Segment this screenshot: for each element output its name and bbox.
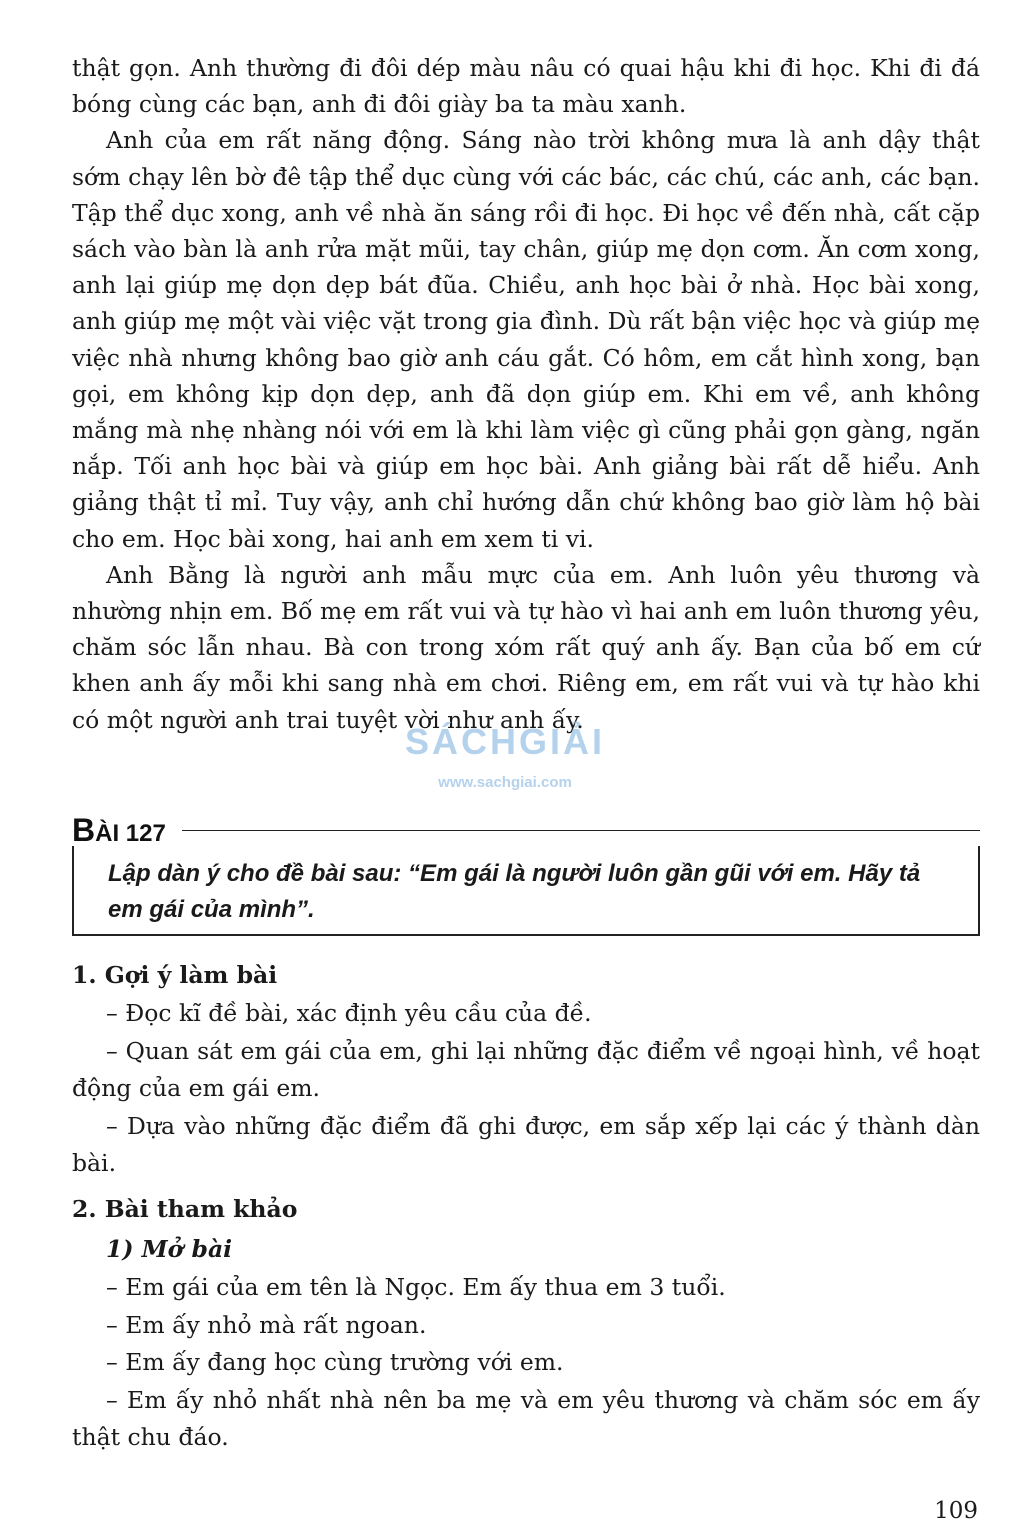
section-reference bbox=[72, 1189, 980, 1457]
paragraph: thật gọn. Anh thường đi đôi dép màu nâu có quai hậu khi đi học. Khi đi đá bóng cùng các bạn, anh đi đôi giày ba ta màu xanh. bbox=[72, 54, 980, 119]
paragraph: Anh Bằng là người anh mẫu mực của em. Anh luôn yêu thương và nhường nhịn em. Bố mẹ em rất vui và tự hào vì hai anh em luôn thương yêu, chăm sóc lẫn nhau. Bà con trong xóm rất quý anh ấy. Bạn của bố em cứ khen anh ấy mỗi khi sang nhà em chơi. Riêng em, em rất vui và tự hào khi có một người anh trai tuyệt vời như anh ấy. bbox=[72, 560, 980, 734]
lesson-title-rest: ÀI 127 bbox=[95, 820, 166, 847]
list-item: – Dựa vào những đặc điểm đã ghi được, em sắp xếp lại các ý thành dàn bài. bbox=[72, 1111, 980, 1177]
list-item: – Em gái của em tên là Ngọc. Em ấy thua em 3 tuổi. bbox=[106, 1273, 726, 1301]
section-heading: 2. Bài tham khảo bbox=[72, 1195, 298, 1223]
watermark-logo-text: SÁCHGIẢI bbox=[405, 721, 606, 762]
list-item: – Em ấy nhỏ nhất nhà nên ba mẹ và em yêu thương và chăm sóc em ấy thật chu đáo. bbox=[72, 1385, 980, 1451]
section-heading: 1. Gợi ý làm bài bbox=[72, 961, 278, 989]
task-box bbox=[72, 846, 980, 936]
watermark-url: www.sachgiai.com bbox=[438, 774, 572, 791]
section-guidance bbox=[72, 955, 980, 1183]
list-item: – Em ấy đang học cùng trường với em. bbox=[106, 1348, 564, 1376]
list-item: – Em ấy nhỏ mà rất ngoan. bbox=[106, 1310, 427, 1339]
lesson-title-initial: B bbox=[72, 812, 96, 848]
lesson-title bbox=[72, 812, 172, 849]
list-item: – Đọc kĩ đề bài, xác định yêu cầu của đề. bbox=[106, 999, 592, 1027]
lesson-divider bbox=[182, 830, 980, 831]
list-item: – Quan sát em gái của em, ghi lại những đặc điểm về ngoại hình, về hoạt động của em gái em. bbox=[72, 1036, 980, 1102]
body-text bbox=[72, 50, 980, 738]
page-number: 109 bbox=[934, 1498, 978, 1524]
watermark bbox=[405, 722, 605, 792]
paragraph: Anh của em rất năng động. Sáng nào trời không mưa là anh dậy thật sớm chạy lên bờ đê tập thể dục cùng với các bác, các chú, các anh, các bạn. Tập thể dục xong, anh về nhà ăn sáng rồi đi học. Đi học về đến nhà, cất cặp sách vào bàn là anh rửa mặt mũi, tay chân, giúp mẹ dọn cơm. Ăn cơm xong, anh lại giúp mẹ dọn dẹp bát đũa. Chiều, anh học bài ở nhà. Học bài xong, anh giúp mẹ một vài việc vặt trong gia đình. Dù rất bận việc học và giúp mẹ việc nhà nhưng không bao giờ anh cáu gắt. Có hôm, em cắt hình xong, bạn gọi, em không kịp dọn dẹp, anh đã dọn giúp em. Khi em về, anh không mắng mà nhẹ nhàng nói với em là khi làm việc gì cũng phải gọn gàng, ngăn nắp. Tối anh học bài và giúp em học bài. Anh giảng bài rất dễ hiểu. Anh giảng thật tỉ mỉ. Tuy vậy, anh chỉ hướng dẫn chứ không bao giờ làm hộ bài cho em. Học bài xong, hai anh em xem ti vi. bbox=[72, 126, 980, 553]
subsection-heading: 1) Mở bài bbox=[106, 1235, 233, 1263]
task-text: Lập dàn ý cho đề bài sau: “Em gái là người luôn gần gũi với em. Hãy tả em gái của mình”. bbox=[108, 860, 921, 923]
